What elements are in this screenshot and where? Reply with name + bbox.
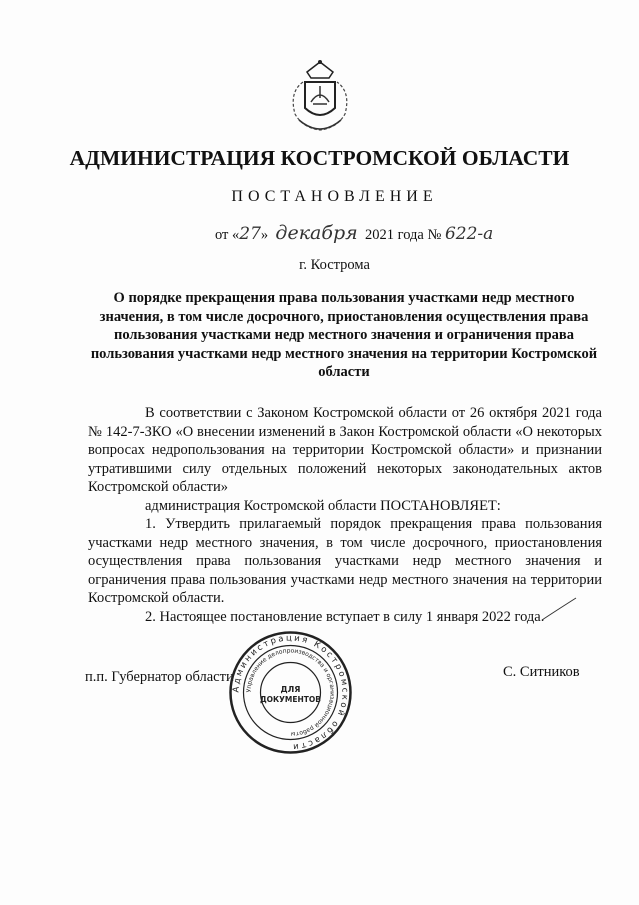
coat-of-arms-icon — [285, 58, 355, 136]
resolves-paragraph: администрация Костромской области ПОСТАНОВЛЯЕТ: — [145, 497, 501, 514]
date-line — [215, 222, 493, 244]
month-handwritten: декабря — [275, 222, 358, 244]
number-handwritten: 622-а — [444, 224, 494, 244]
date-prefix: от « — [215, 227, 240, 243]
signatory-name: С. Ситников — [503, 664, 580, 680]
official-stamp — [228, 630, 353, 755]
stamp-inner-text: Управление делопроизводства и организационной работы — [245, 647, 336, 738]
date-mid: » — [260, 227, 269, 243]
stamp-center-line1: ДЛЯ — [280, 685, 301, 694]
stamp-outer-text: Администрация Костромской области — [231, 633, 350, 752]
signatory-position: п.п. Губернатор области — [85, 669, 234, 685]
stamp-center-line2: ДОКУМЕНТОВ — [259, 695, 322, 704]
document-heading: О порядке прекращения права пользования участками недр местного значения, в том числе досрочного, приостановления осуществления права пользования участками недр местного значения и ограничения права пользования участками недр местного значения на территории Костромской области — [90, 290, 598, 380]
preamble-paragraph: В соответствии с Законом Костромской области от 26 октября 2021 года № 142-7-ЗКО «О внесении изменений в Закон Костромской области «О некоторых вопросах недропользования на территории Костромской области» и признании утратившими силу отдельных положений некоторых законодательных актов Костромской области» — [88, 405, 602, 495]
item-1-paragraph: 1. Утвердить прилагаемый порядок прекращения права пользования участками недр местного значения, в том числе досрочного, приостановления осуществления права пользования участками недр местного значения и ограничения права пользования участками недр местного значения на территории Костромской области. — [88, 516, 602, 606]
city: г. Кострома — [299, 257, 370, 273]
item-2-paragraph: 2. Настоящее постановление вступает в силу 1 января 2022 года. — [145, 608, 545, 625]
day-handwritten: 27 — [239, 224, 261, 244]
organization-title: АДМИНИСТРАЦИЯ КОСТРОМСКОЙ ОБЛАСТИ — [69, 146, 570, 170]
document-body — [88, 404, 602, 626]
signature-mark — [540, 594, 580, 624]
year-text: 2021 года № — [364, 227, 442, 243]
document-type: ПОСТАНОВЛЕНИЕ — [231, 188, 438, 205]
